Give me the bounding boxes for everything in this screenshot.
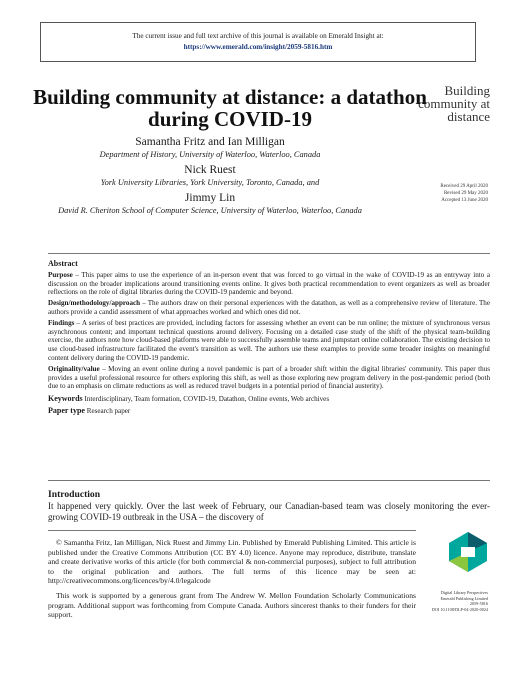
publication-info [420,590,488,612]
purpose-text: – This paper aims to use the experience of an in-person event that was forced to go virtual in the wake of COVID-19 as an entryway into a discussion on the broader implications around transitioning events online. It gives both practical recommendation to event organizers as well as broader reflections on the role of digital libraries during the COVID-19 pandemic and beyond. [48,270,490,297]
footnotes [48,538,416,625]
keywords-label: Keywords [48,394,83,404]
abstract-design [48,299,490,317]
journal-availability-notice [40,22,476,62]
originality-text: – Moving an event online during a novel pandemic is part of a broader shift within the digital libraries' community. This paper thus provides a useful professional resource for others exploring this shift, as well as those exploring new program delivery in the post-pandemic period (both due to an emphasis on climate reductions as well as reduced travel budgets in a potential period of financial austerity). [48,364,490,391]
received-date: Received 29 April 2020 [440,184,488,189]
article-dates [400,183,488,204]
author-affiliation: David R. Cheriton School of Computer Science, University of Waterloo, Waterloo, Canada [58,206,362,215]
introduction-heading: Introduction [48,489,101,500]
accepted-date: Accepted 13 June 2020 [441,198,488,203]
introduction-text: It happened very quickly. Over the last week of February, our Canadian-based team was closely monitoring the ever-growing COVID-19 outbreak in the USA – the discovery of [48,500,490,522]
author-affiliation: Department of History, University of Waterloo, Waterloo, Canada [99,150,321,159]
doi: DOI 10.1108/DLP-04-2020-0024 [431,606,488,612]
purpose-label: Purpose [48,270,73,279]
abstract-heading: Abstract [48,259,78,268]
authors-block [20,135,400,219]
logo-center [461,547,475,557]
keywords [48,395,490,404]
article-title: Building community at distance: a datathon during COVID-19 [33,85,427,131]
footnote-rule [48,530,416,531]
author-names: Nick Ruest [184,164,236,176]
running-title-line: community at [418,96,490,111]
abstract-findings [48,319,490,363]
originality-label: Originality/value [48,364,100,373]
issn: 2059-5816 [469,601,488,607]
journal-name: Digital Library Perspectives [440,590,488,595]
introduction-section [48,489,490,524]
notice-text: The current issue and full text archive of this journal is available on Emerald Insight at: [132,32,384,40]
design-label: Design/methodology/approach [48,299,141,308]
abstract-originality [48,365,490,391]
journal-url-link[interactable]: https://www.emerald.com/insight/2059-5816.htm [183,43,333,51]
running-title-line: distance [447,109,490,124]
paper-type-text: Research paper [84,406,131,415]
findings-label: Findings [48,318,75,327]
publisher-name: Emerald Publishing Limited [440,595,488,601]
abstract-purpose [48,271,490,297]
abstract-bottom-rule [48,480,490,481]
findings-text: – A series of best practices are provided, including factors for assessing whether an event can be run online; the mixture of synchronous versus asynchronous content; and important technical questions around delivery. Focusing on a detailed case study of the shift of the physical team-building exercise, the authors note how cloud-based platforms were able to successfully assemble teams and jumpstart online collaboration. The existing decision to use cloud-based infrastructure facilitated the event's transition as well. The authors use these examples to provide some broader insights on meaningful content delivery during the COVID-19 pandemic. [48,318,490,362]
running-title-line: Building [444,83,490,98]
author-names: Jimmy Lin [184,192,236,204]
funding-note: This work is supported by a generous grant from The Andrew W. Mellon Foundation Scholarly Communications program. Additional support was forthcoming from Compute Canada. Authors sincerest thanks to their funders for their support. [48,590,416,620]
author-affiliation: York University Libraries, York University, Toronto, Canada, and [100,178,320,187]
paper-type-label: Paper type [48,405,85,415]
copyright-note: © Samantha Fritz, Ian Milligan, Nick Ruest and Jimmy Lin. Published by Emerald Publishing Limited. This article is published under the Creative Commons Attribution (CC BY 4.0) licence. Anyone may reproduce, distribute, translate and create derivative works of this article (for both commercial & non-commercial purposes), subject to full attribution to the original publication and authors. The full terms of this licence may be seen at: http://creativecommons.org/licences/by/4.0/legalcode [48,538,416,586]
abstract-section [48,260,490,418]
design-text: – The authors draw on their personal experiences with the datathon, as well as a comprehensive review of literature. The authors provide a candid assessment of what approaches worked and which ones did not. [48,299,490,316]
abstract-top-rule [48,253,490,254]
emerald-publishing-logo-icon [446,530,490,574]
author-names: Samantha Fritz and Ian Milligan [135,136,285,148]
paper-type [48,407,490,416]
keywords-text: Interdisciplinary, Team formation, COVID-19, Datathon, Online events, Web archives [82,395,330,404]
revised-date: Revised 29 May 2020 [443,191,488,196]
